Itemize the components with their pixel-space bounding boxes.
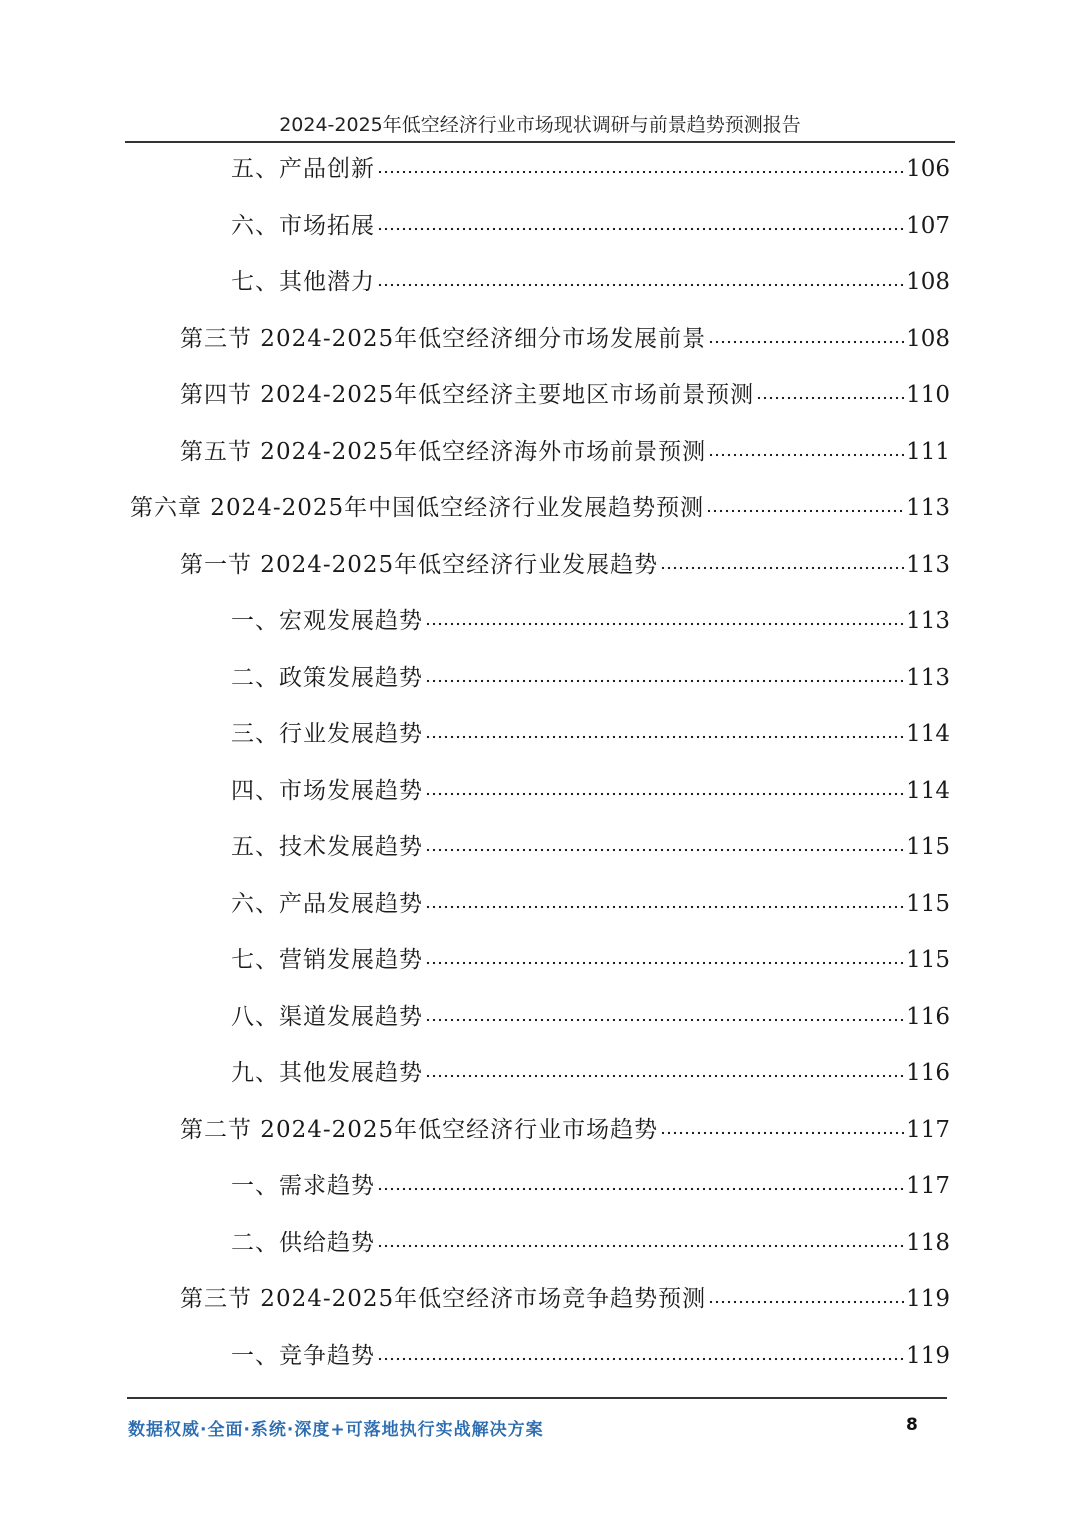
toc-entry[interactable]	[231, 653, 950, 693]
toc-entry[interactable]	[231, 1218, 950, 1258]
toc-dot-leader	[660, 1128, 904, 1138]
toc-entry[interactable]	[231, 257, 950, 297]
toc-dot-leader	[425, 958, 904, 968]
toc-dot-leader	[377, 1241, 904, 1251]
toc-dot-leader	[660, 563, 904, 573]
toc-entry-page: 113	[906, 665, 950, 691]
toc-dot-leader	[425, 732, 904, 742]
toc-entry-page: 113	[906, 495, 950, 521]
toc-dot-leader	[425, 1071, 904, 1081]
toc-entry-title: 二、供给趋势	[231, 1230, 375, 1256]
toc-entry-page: 115	[906, 891, 950, 917]
toc-dot-leader	[706, 506, 904, 516]
toc-entry-title: 第四节 2024-2025年低空经济主要地区市场前景预测	[180, 382, 755, 408]
toc-entry-title: 第三节 2024-2025年低空经济细分市场发展前景	[180, 326, 707, 352]
toc-entry-page: 108	[906, 326, 950, 352]
toc-dot-leader	[708, 337, 904, 347]
toc-entry-page: 118	[906, 1230, 950, 1256]
toc-dot-leader	[377, 1354, 904, 1364]
toc-entry-page: 107	[906, 213, 950, 239]
toc-entry[interactable]	[180, 427, 950, 467]
toc-entry[interactable]	[130, 483, 950, 523]
toc-entry-title: 五、技术发展趋势	[231, 834, 423, 860]
toc-entry-title: 一、宏观发展趋势	[231, 608, 423, 634]
toc-entry[interactable]	[231, 709, 950, 749]
toc-entry-page: 115	[906, 834, 950, 860]
toc-entry-title: 第五节 2024-2025年低空经济海外市场前景预测	[180, 439, 707, 465]
toc-entry[interactable]	[231, 879, 950, 919]
toc-entry-title: 八、渠道发展趋势	[231, 1004, 423, 1030]
toc-entry[interactable]	[231, 992, 950, 1032]
page-number: 8	[906, 1415, 918, 1435]
toc-entry-page: 113	[906, 552, 950, 578]
toc-dot-leader	[425, 789, 904, 799]
toc-dot-leader	[756, 393, 904, 403]
toc-entry[interactable]	[231, 1161, 950, 1201]
toc-entry-page: 117	[906, 1173, 950, 1199]
toc-entry-page: 116	[906, 1004, 950, 1030]
toc-dot-leader	[377, 224, 904, 234]
toc-entry-page: 119	[906, 1286, 950, 1312]
toc-dot-leader	[708, 1297, 904, 1307]
toc-dot-leader	[425, 1015, 904, 1025]
toc-entry-page: 111	[906, 439, 950, 465]
toc-entry[interactable]	[231, 144, 950, 184]
toc-entry-title: 四、市场发展趋势	[231, 778, 423, 804]
toc-entry-title: 一、需求趋势	[231, 1173, 375, 1199]
toc-dot-leader	[425, 845, 904, 855]
toc-entry-title: 二、政策发展趋势	[231, 665, 423, 691]
toc-entry-page: 116	[906, 1060, 950, 1086]
footer-divider	[127, 1397, 947, 1399]
toc-entry[interactable]	[231, 201, 950, 241]
toc-entry[interactable]	[180, 1105, 950, 1145]
toc-entry-title: 第二节 2024-2025年低空经济行业市场趋势	[180, 1117, 659, 1143]
toc-entry[interactable]	[180, 314, 950, 354]
toc-entry-title: 第一节 2024-2025年低空经济行业发展趋势	[180, 552, 659, 578]
toc-entry[interactable]	[231, 1331, 950, 1371]
toc-entry[interactable]	[180, 540, 950, 580]
toc-entry-title: 六、市场拓展	[231, 213, 375, 239]
toc-entry-page: 110	[906, 382, 950, 408]
toc-dot-leader	[377, 167, 904, 177]
toc-entry-title: 第三节 2024-2025年低空经济市场竞争趋势预测	[180, 1286, 707, 1312]
toc-entry-page: 117	[906, 1117, 950, 1143]
toc-entry-page: 106	[906, 156, 950, 182]
toc-entry[interactable]	[180, 370, 950, 410]
toc-entry-page: 115	[906, 947, 950, 973]
toc-entry-page: 108	[906, 269, 950, 295]
toc-entry[interactable]	[231, 766, 950, 806]
toc-entry[interactable]	[180, 1274, 950, 1314]
toc-entry[interactable]	[231, 596, 950, 636]
toc-dot-leader	[425, 676, 904, 686]
toc-entry-title: 七、其他潜力	[231, 269, 375, 295]
toc-entry-title: 一、竞争趋势	[231, 1343, 375, 1369]
toc-entry-page: 113	[906, 608, 950, 634]
toc-entry-title: 九、其他发展趋势	[231, 1060, 423, 1086]
header-divider	[125, 141, 955, 143]
toc-entry-title: 七、营销发展趋势	[231, 947, 423, 973]
toc-entry[interactable]	[231, 1048, 950, 1088]
toc-entry-title: 三、行业发展趋势	[231, 721, 423, 747]
toc-dot-leader	[425, 619, 904, 629]
toc-dot-leader	[377, 280, 904, 290]
toc-dot-leader	[708, 450, 904, 460]
toc-entry-page: 114	[906, 778, 950, 804]
toc-dot-leader	[425, 902, 904, 912]
toc-entry[interactable]	[231, 822, 950, 862]
report-title: 2024-2025年低空经济行业市场现状调研与前景趋势预测报告	[279, 114, 801, 136]
toc-entry-page: 114	[906, 721, 950, 747]
toc-entry-page: 119	[906, 1343, 950, 1369]
toc-entry-title: 六、产品发展趋势	[231, 891, 423, 917]
footer-slogan: 数据权威·全面·系统·深度+可落地执行实战解决方案	[128, 1420, 544, 1440]
toc-entry-title: 五、产品创新	[231, 156, 375, 182]
toc-dot-leader	[377, 1184, 904, 1194]
toc-entry-title: 第六章 2024-2025年中国低空经济行业发展趋势预测	[130, 495, 705, 521]
toc-entry[interactable]	[231, 935, 950, 975]
